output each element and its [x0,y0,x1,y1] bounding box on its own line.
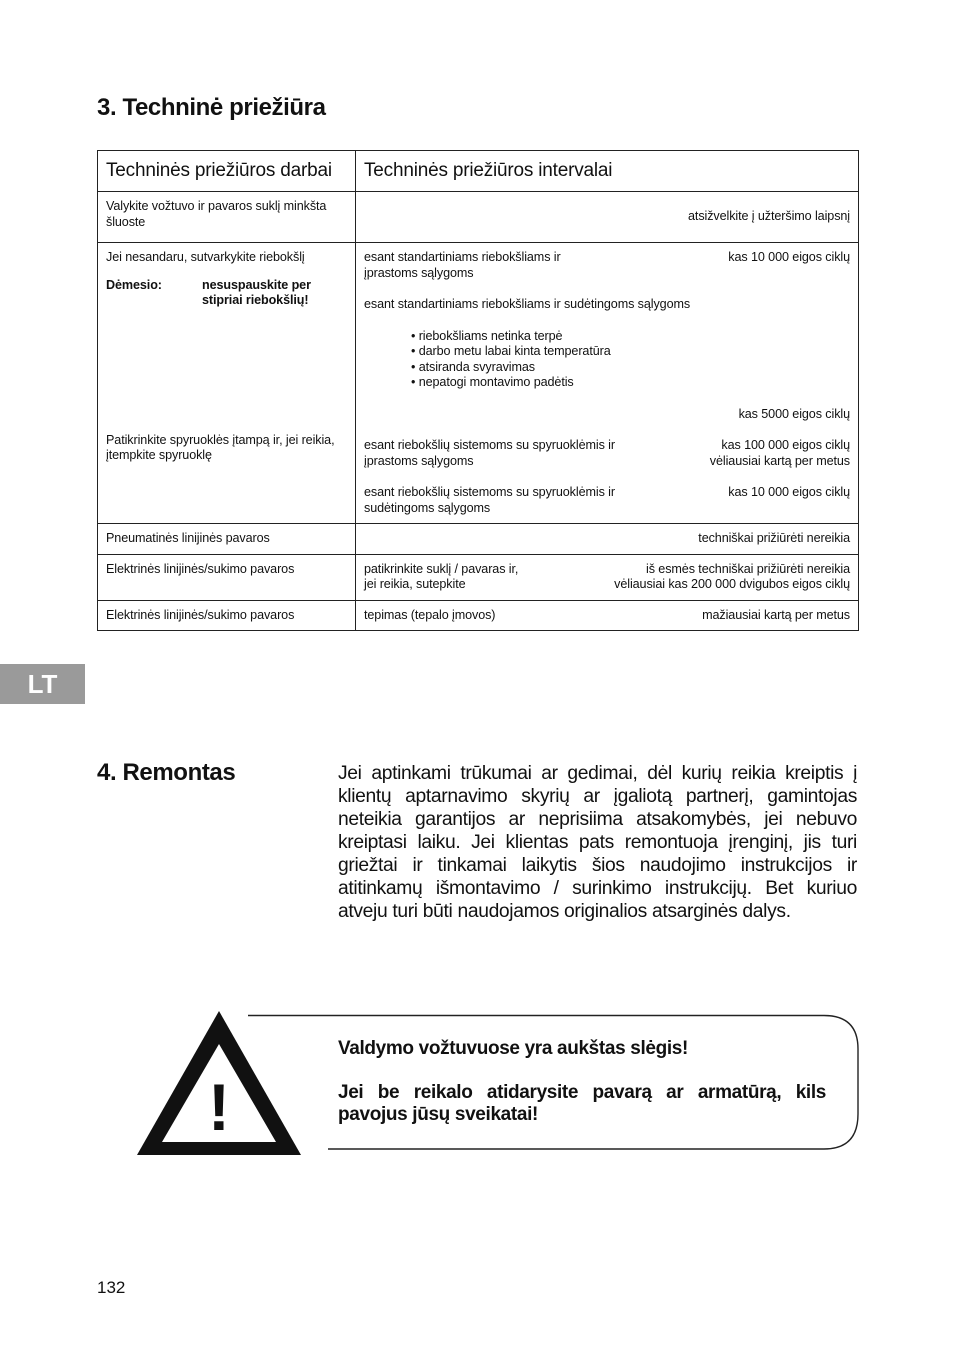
section-4-title: 4. Remontas [97,759,236,786]
row5-interval-cell [356,600,859,631]
repair-paragraph: Jei aptinkami trūkumai ar gedimai, dėl kurių reikia kreiptis į klientų aptarnavimo skyrių ar įgaliotą partnerį, gamintojas neteikia garantijos ar neprisiima atsakomybės, jei nebuvo kreiptasi laiku. Jei klientas pats remontuoja įrenginį, jis turi griežtai ir tinkamai laikytis šios naudojimo instrukcijos ir atitinkamų išmontavimo / surinkimo instrukcijų. Bet kuriuo atveju turi būti naudojamos originalios atsarginės dalys. [338,763,857,922]
std-interval: kas 10 000 eigos ciklų [728,250,850,264]
row5-action: tepimas (tepalo įmovos) [364,607,496,622]
maintenance-table [97,150,859,631]
warning-text-line2: stipriai riebokšlių! [202,293,309,307]
hard-interval: kas 5000 eigos ciklų [738,406,850,421]
list-item: • riebokšliams netinka terpė [411,328,563,343]
std-condition-row [364,250,850,281]
warning-triangle-icon [134,1008,304,1158]
warning-exclamation: ! [208,1070,230,1144]
row2-warning [106,278,347,309]
spring-work: Patikrinkite spyruoklės įtampą ir, jei reikia, įtempkite spyruoklę [106,432,335,462]
warning-text [202,278,311,309]
hard-condition: esant standartiniams riebokšliams ir sudėtingoms sąlygoms [364,297,691,311]
row4-interval [614,562,850,593]
row2-interval-cell [356,243,859,524]
row4-work: Elektrinės linijinės/sukimo pavaros [98,554,356,600]
row1-work: Valykite vožtuvo ir pavaros suklį minkšta šluoste [98,192,356,243]
table-row [98,192,859,243]
section-3-title: 3. Techninė priežiūra [97,94,326,121]
table-row [98,600,859,631]
row3-interval: techniškai prižiūrėti nereikia [356,524,859,555]
warning-text-line1: nesuspauskite per [202,277,311,292]
row4-check-line1: patikrinkite suklį / pavaras ir, [364,561,519,576]
row4-check-line2: jei reikia, sutepkite [364,577,466,591]
warning-label: Dėmesio: [106,277,162,292]
row3-work: Pneumatinės linijinės pavaros [98,524,356,555]
spring-std-condition: esant riebokšlių sistemoms su spyruoklėmis ir įprastoms sąlygoms [364,438,615,468]
row4-interval-cell [356,554,859,600]
spring-hard-interval: kas 10 000 eigos ciklų [728,485,850,499]
spring-std-row [364,438,850,469]
spring-hard-row [364,485,850,516]
row4-interval-line1: iš esmės techniškai prižiūrėti nereikia [646,561,850,576]
row4-check [364,562,518,593]
header-intervals: Techninės priežiūros intervalai [356,151,859,192]
row5-work: Elektrinės linijinės/sukimo pavaros [98,600,356,631]
row5-interval: mažiausiai kartą per metus [702,607,850,622]
row1-interval: atsižvelkite į užteršimo laipsnį [356,192,859,243]
header-works: Techninės priežiūros darbai [98,151,356,192]
table-row [98,243,859,524]
list-item: • nepatogi montavimo padėtis [411,375,574,389]
spring-std-interval [710,438,850,469]
row2-work-cell [98,243,356,524]
warning-line-1: Valdymo vožtuvuose yra aukštas slėgis! [338,1038,688,1059]
list-item: • atsiranda svyravimas [411,359,535,374]
row4-interval-line2: vėliausiai kas 200 000 dvigubos eigos ciklų [614,577,850,591]
language-tab: LT [0,664,85,704]
list-item: • darbo metu labai kinta temperatūra [411,344,611,358]
std-condition: esant standartiniams riebokšliams ir įprastoms sąlygoms [364,250,561,280]
page-number: 132 [97,1278,126,1297]
spring-std-interval-line1: kas 100 000 eigos ciklų [721,438,850,452]
hard-conditions-list [364,329,850,391]
warning-line-2: Jei be reikalo atidarysite pavarą ar armatūrą, kils pavojus jūsų sveikatai! [338,1082,826,1125]
table-row [98,554,859,600]
row2-work: Jei nesandaru, sutvarkykite riebokšlį [106,250,305,264]
table-header-row [98,151,859,192]
table-row [98,524,859,555]
spring-hard-condition: esant riebokšlių sistemoms su spyruoklėmis ir sudėtingoms sąlygoms [364,485,615,515]
warning-text [338,1038,826,1126]
spring-std-interval-line2: vėliausiai kartą per metus [709,453,850,468]
